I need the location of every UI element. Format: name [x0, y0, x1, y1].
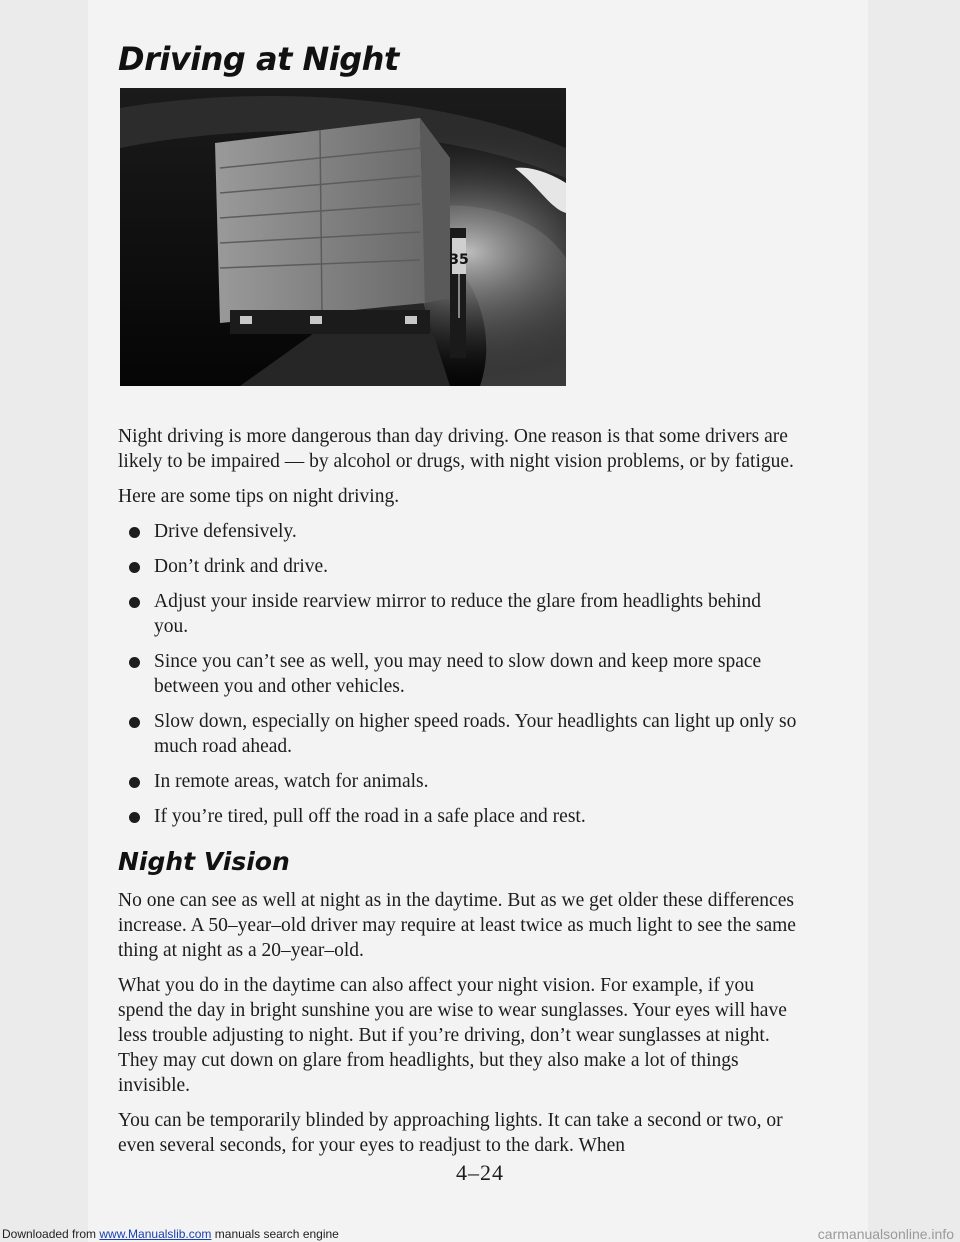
- list-item: [118, 769, 798, 794]
- list-item: [118, 649, 798, 699]
- tip-text: Adjust your inside rearview mirror to reduce the glare from headlights behind you.: [154, 591, 762, 637]
- list-item: [118, 709, 798, 759]
- bullet-icon: [129, 717, 140, 728]
- bullet-icon: [129, 657, 140, 668]
- night-vision-paragraph: No one can see as well at night as in the daytime. But as we get older these differences increase. A 50–year–old driver may require at least twice as much light to see the same thing at night as a 20–year–old.: [118, 890, 796, 961]
- page-title: Driving at Night: [118, 40, 399, 78]
- watermark: carmanualsonline.info: [817, 1226, 954, 1242]
- list-item: [118, 519, 798, 544]
- night-vision-paragraph: What you do in the daytime can also affect your night vision. For example, if you spend the day in bright sunshine you are wise to wear sunglasses. Your eyes will have less trouble adjusting to night. But if you’re driving, don’t wear sunglasses at night. They may cut down on glare from headlights, but they also make a lot of things invisible.: [118, 975, 787, 1096]
- bullet-icon: [129, 812, 140, 823]
- night-vision-paragraph: You can be temporarily blinded by approaching lights. It can take a second or two, or even several seconds, for your eyes to readjust to the dark. When: [118, 1110, 783, 1156]
- tips-intro: Here are some tips on night driving.: [118, 486, 400, 507]
- list-item: [118, 589, 798, 639]
- speed-sign-text: 35: [449, 252, 469, 268]
- intro-paragraph: Night driving is more dangerous than day driving. One reason is that some drivers are likely to be impaired — by alcohol or drugs, with night vision problems, or by fatigue.: [118, 426, 794, 472]
- tip-text: Don’t drink and drive.: [154, 556, 329, 577]
- download-credit: [2, 1226, 339, 1242]
- download-prefix: Downloaded from: [2, 1227, 100, 1241]
- night-vision-heading: Night Vision: [118, 847, 290, 876]
- photo-illustration: [120, 88, 566, 386]
- bullet-icon: [129, 527, 140, 538]
- page-number: 4–24: [456, 1160, 504, 1185]
- tip-text: In remote areas, watch for animals.: [154, 771, 429, 792]
- download-suffix: manuals search engine: [211, 1227, 339, 1241]
- tip-text: Drive defensively.: [154, 521, 297, 542]
- tips-list: [118, 519, 798, 829]
- manualslib-link[interactable]: www.Manualslib.com: [99, 1227, 212, 1241]
- tip-text: Since you can’t see as well, you may need to slow down and keep more space between you and other vehicles.: [154, 651, 762, 697]
- tip-text: Slow down, especially on higher speed roads. Your headlights can light up only so much road ahead.: [154, 711, 797, 757]
- list-item: [118, 804, 798, 829]
- bullet-icon: [129, 777, 140, 788]
- bullet-icon: [129, 562, 140, 573]
- list-item: [118, 554, 798, 579]
- tip-text: If you’re tired, pull off the road in a safe place and rest.: [154, 806, 586, 827]
- truck-night-photo: [120, 88, 566, 386]
- bullet-icon: [129, 597, 140, 608]
- page-body: [118, 424, 798, 1168]
- download-footer: [0, 1226, 960, 1242]
